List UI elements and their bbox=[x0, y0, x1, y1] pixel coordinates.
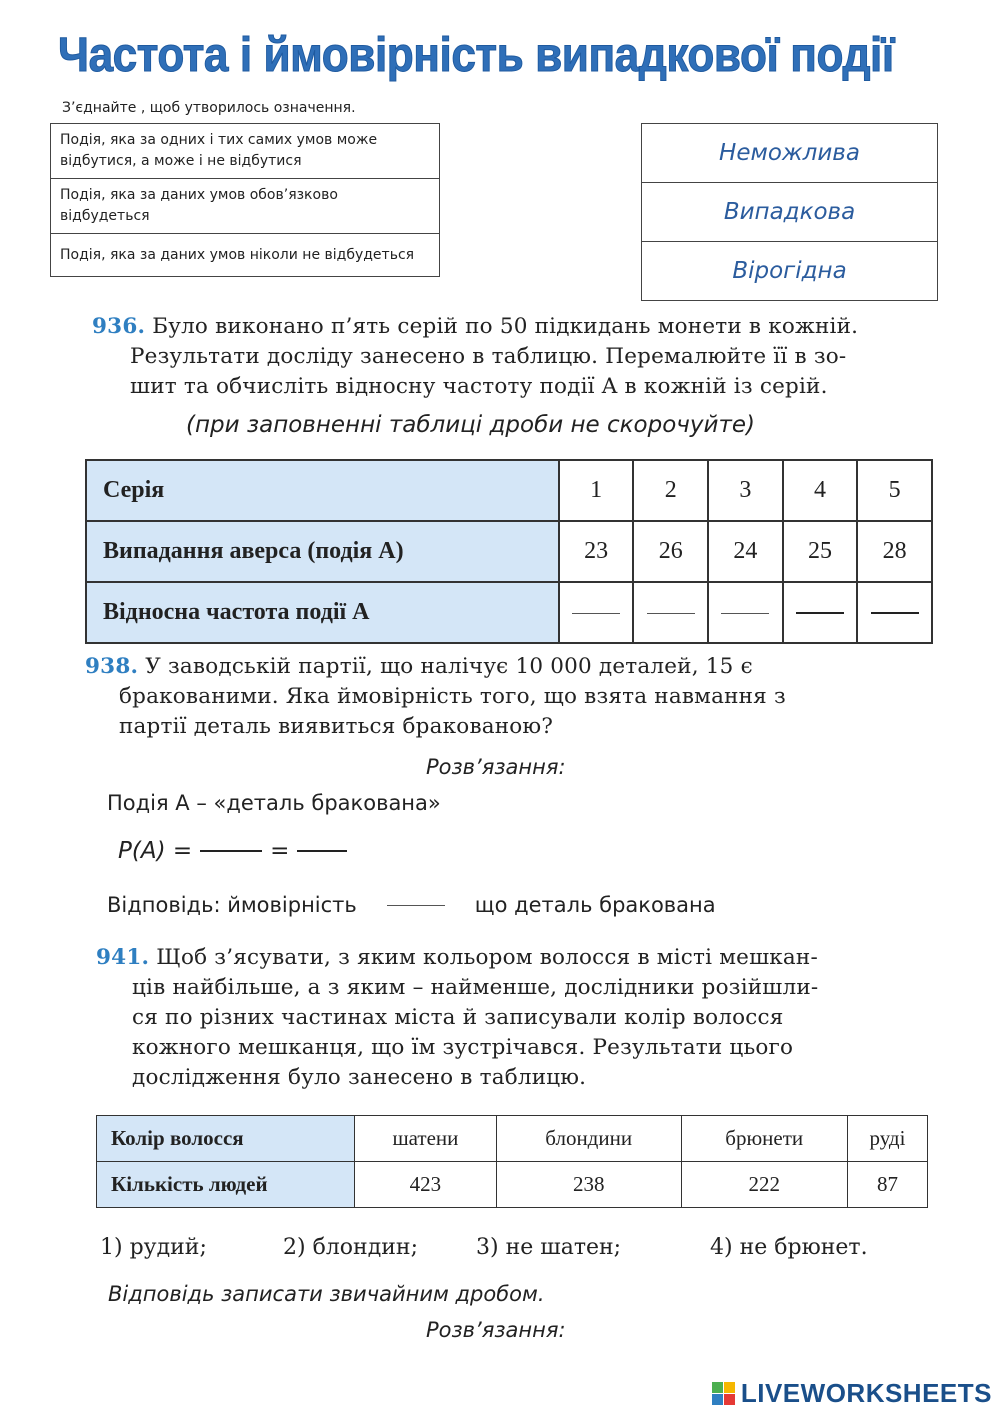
question-item: 4) не брюнет. bbox=[710, 1235, 868, 1260]
formula-equals: = bbox=[270, 838, 290, 864]
frequency-fraction-input[interactable] bbox=[708, 582, 783, 643]
count-cell: 423 bbox=[355, 1162, 497, 1208]
answer-option-3[interactable]: Вірогідна bbox=[642, 242, 938, 301]
fraction-note: (при заповненні таблиці дроби не скорочуйте) bbox=[186, 412, 755, 438]
problem-number: 941. bbox=[96, 945, 150, 970]
color-cell: шатени bbox=[355, 1116, 497, 1162]
series-cell: 1 bbox=[559, 460, 634, 521]
count-cell: 238 bbox=[496, 1162, 681, 1208]
color-cell: блондини bbox=[496, 1116, 681, 1162]
series-cell: 4 bbox=[783, 460, 858, 521]
heads-count-cell: 24 bbox=[708, 521, 783, 582]
frequency-fraction-input[interactable] bbox=[633, 582, 708, 643]
answer-line-938 bbox=[107, 893, 716, 917]
row-label-heads: Випадання аверса (подія A) bbox=[86, 521, 559, 582]
series-cell: 3 bbox=[708, 460, 783, 521]
frequency-fraction-input[interactable] bbox=[783, 582, 858, 643]
definition-2[interactable]: Подія, яка за даних умов обов’язково відбудеться bbox=[51, 179, 440, 234]
answer-suffix: що деталь бракована bbox=[474, 893, 716, 917]
row-label-count: Кількість людей bbox=[97, 1162, 355, 1208]
fraction-input[interactable] bbox=[297, 850, 347, 852]
problem-text-line: Результати досліду занесено в таблицю. Перемалюйте її в зо- bbox=[130, 344, 847, 369]
problem-text-line: дослідження було занесено в таблицю. bbox=[132, 1065, 587, 1090]
row-label-frequency: Відносна частота події A bbox=[86, 582, 559, 643]
problem-text-line: ся по різних частинах міста й записували колір волосся bbox=[132, 1005, 784, 1030]
color-cell: руді bbox=[847, 1116, 927, 1162]
problem-text-line: ців найбільше, а з яким – найменше, дослідники розійшли- bbox=[132, 975, 819, 1000]
problem-text-line: У заводській партії, що налічує 10 000 деталей, 15 є bbox=[145, 654, 753, 679]
color-cell: брюнети bbox=[681, 1116, 847, 1162]
matching-instruction: З’єднайте , щоб утворилось означення. bbox=[62, 100, 356, 116]
problem-text-line: Було виконано п’ять серій по 50 підкидань монети в кожній. bbox=[152, 314, 859, 339]
heads-count-cell: 25 bbox=[783, 521, 858, 582]
heads-count-cell: 28 bbox=[857, 521, 932, 582]
count-cell: 222 bbox=[681, 1162, 847, 1208]
answer-option-1[interactable]: Неможлива bbox=[642, 124, 938, 183]
question-item: 1) рудий; bbox=[100, 1235, 207, 1260]
question-item: 3) не шатен; bbox=[476, 1235, 622, 1260]
answer-prefix: Відповідь: ймовірність bbox=[107, 893, 357, 917]
count-cell: 87 bbox=[847, 1162, 927, 1208]
frequency-fraction-input[interactable] bbox=[559, 582, 634, 643]
problem-936 bbox=[92, 312, 858, 402]
problem-941 bbox=[96, 943, 818, 1093]
fraction-input[interactable] bbox=[200, 850, 262, 852]
answer-option-2[interactable]: Випадкова bbox=[642, 183, 938, 242]
problem-number: 938. bbox=[85, 654, 139, 679]
answer-input[interactable] bbox=[387, 905, 445, 906]
heads-count-cell: 26 bbox=[633, 521, 708, 582]
problem-text-line: Щоб з’ясувати, з яким кольором волосся в місті мешкан- bbox=[156, 945, 818, 970]
logo-icon bbox=[712, 1382, 735, 1405]
coin-toss-table bbox=[85, 459, 933, 644]
definition-3[interactable]: Подія, яка за даних умов ніколи не відбудеться bbox=[51, 234, 440, 277]
formula-lhs: P(A) = bbox=[118, 838, 193, 864]
definition-1[interactable]: Подія, яка за одних і тих самих умов може відбутися, а може і не відбутися bbox=[51, 124, 440, 179]
problem-text-line: шит та обчисліть відносну частоту події A в кожній із серій. bbox=[130, 374, 828, 399]
page-title: Частота і ймовірність випадкової події bbox=[58, 29, 894, 82]
probability-formula bbox=[118, 838, 347, 864]
solution-label: Розв’язання: bbox=[426, 1318, 566, 1342]
liveworksheets-logo bbox=[712, 1378, 992, 1409]
answers-table bbox=[641, 123, 938, 301]
problem-number: 936. bbox=[92, 314, 146, 339]
definitions-table bbox=[50, 123, 440, 277]
heads-count-cell: 23 bbox=[559, 521, 634, 582]
problem-text-line: кожного мешканця, що їм зустрічався. Результати цього bbox=[132, 1035, 794, 1060]
row-label-series: Серія bbox=[86, 460, 559, 521]
answer-format-instruction: Відповідь записати звичайним дробом. bbox=[108, 1282, 545, 1306]
problem-938 bbox=[85, 652, 786, 742]
series-cell: 5 bbox=[857, 460, 932, 521]
series-cell: 2 bbox=[633, 460, 708, 521]
frequency-fraction-input[interactable] bbox=[857, 582, 932, 643]
hair-color-table bbox=[96, 1115, 928, 1208]
solution-label: Розв’язання: bbox=[426, 755, 566, 779]
problem-text-line: бракованими. Яка ймовірність того, що взята навмання з bbox=[119, 684, 786, 709]
event-definition: Подія A – «деталь бракована» bbox=[107, 791, 441, 815]
logo-text: LIVEWORKSHEETS bbox=[740, 1378, 992, 1408]
question-item: 2) блондин; bbox=[283, 1235, 418, 1260]
row-label-color: Колір волосся bbox=[97, 1116, 355, 1162]
problem-text-line: партії деталь виявиться бракованою? bbox=[119, 714, 554, 739]
